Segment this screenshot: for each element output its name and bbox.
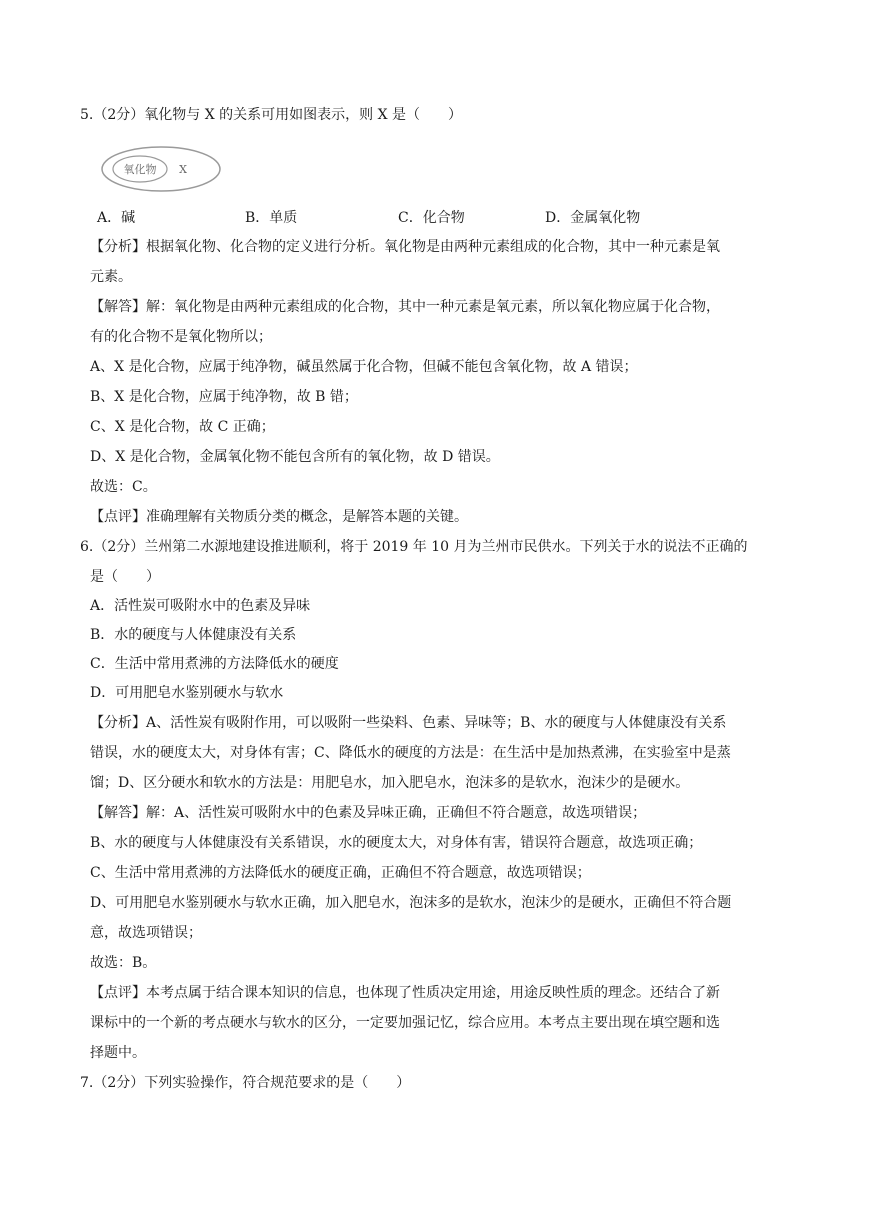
q7-stem: 7.（2分）下列实验操作，符合规范要求的是（ ） [80, 1075, 411, 1091]
q5-solution-line: A、X 是化合物，应属于纯净物，碱虽然属于化合物，但碱不能包含氧化物，故 A 错误； [90, 359, 638, 375]
q6-solution-line: C、生活中常用煮沸的方法降低水的硬度正确，正确但不符合题意，故选项错误； [90, 865, 591, 881]
q5-analysis-line: 【分析】根据氧化物、化合物的定义进行分析。氧化物是由两种元素组成的化合物，其中一种元素是氧 [90, 239, 720, 255]
q6-option-a: A．活性炭可吸附水中的色素及异味 [90, 598, 311, 614]
q6-solution-line: 【解答】解：A、活性炭可吸附水中的色素及异味正确，正确但不符合题意，故选项错误； [90, 805, 647, 821]
q5-venn-diagram [100, 144, 222, 194]
q6-analysis-line: 【分析】A、活性炭有吸附作用，可以吸附一些染料、色素、异味等；B、水的硬度与人体健康没有关系 [90, 715, 727, 731]
q6-option-b: B．水的硬度与人体健康没有关系 [90, 627, 297, 643]
q5-option-d: D．金属氧化物 [545, 210, 641, 226]
q6-analysis-line: 错误，水的硬度太大，对身体有害；C、降低水的硬度的方法是：在生活中是加热煮沸，在实验室中是蒸 [90, 745, 731, 761]
outer-label: X [179, 163, 187, 176]
q6-comment-line: 择题中。 [90, 1045, 146, 1061]
q5-option-b: B．单质 [245, 210, 298, 226]
inner-label: 氧化物 [123, 163, 157, 176]
q5-solution-line: 故选：C。 [90, 479, 157, 495]
q6-comment-line: 课标中的一个新的考点硬水与软水的区分，一定要加强记忆，综合应用。本考点主要出现在填空题和选 [90, 1015, 720, 1031]
q5-comment: 【点评】准确理解有关物质分类的概念，是解答本题的关键。 [90, 509, 468, 525]
q5-option-c: C．化合物 [398, 210, 465, 226]
q6-option-c: C．生活中常用煮沸的方法降低水的硬度 [90, 656, 339, 672]
q6-solution-line: 故选：B。 [90, 955, 157, 971]
q6-option-d: D．可用肥皂水鉴别硬水与软水 [90, 685, 284, 701]
q6-solution-line: 意，故选项错误； [90, 925, 202, 941]
q6-comment-line: 【点评】本考点属于结合课本知识的信息，也体现了性质决定用途，用途反映性质的理念。还结合了新 [90, 985, 720, 1001]
q5-solution-line: C、X 是化合物，故 C 正确； [90, 419, 275, 435]
q5-solution-line: B、X 是化合物，应属于纯净物，故 B 错； [90, 389, 358, 405]
q5-stem: 5.（2分）氧化物与 X 的关系可用如图表示，则 X 是（ ） [80, 107, 462, 123]
q5-analysis-line: 元素。 [90, 269, 132, 285]
q6-analysis-line: 馏；D、区分硬水和软水的方法是：用肥皂水，加入肥皂水，泡沫多的是软水，泡沫少的是硬水。 [90, 775, 690, 791]
q5-solution-line: D、X 是化合物，金属氧化物不能包含所有的氧化物，故 D 错误。 [90, 449, 500, 465]
q6-solution-line: B、水的硬度与人体健康没有关系错误，水的硬度太大，对身体有害，错误符合题意，故选项正确； [90, 835, 703, 851]
outer-ellipse [102, 147, 220, 191]
q6-stem-line: 是（ ） [90, 569, 160, 585]
q5-option-a: A．碱 [97, 210, 136, 226]
q5-solution-line: 有的化合物不是氧化物所以； [90, 329, 272, 345]
q6-stem-line: 6.（2分）兰州第二水源地建设推进顺利，将于 2019 年 10 月为兰州市民供水。下列关于水的说法不正确的 [80, 539, 748, 555]
q6-solution-line: D、可用肥皂水鉴别硬水与软水正确，加入肥皂水，泡沫多的是软水，泡沫少的是硬水，正确但不符合题 [90, 895, 732, 911]
q5-solution-line: 【解答】解：氧化物是由两种元素组成的化合物，其中一种元素是氧元素，所以氧化物应属于化合物， [90, 299, 720, 315]
